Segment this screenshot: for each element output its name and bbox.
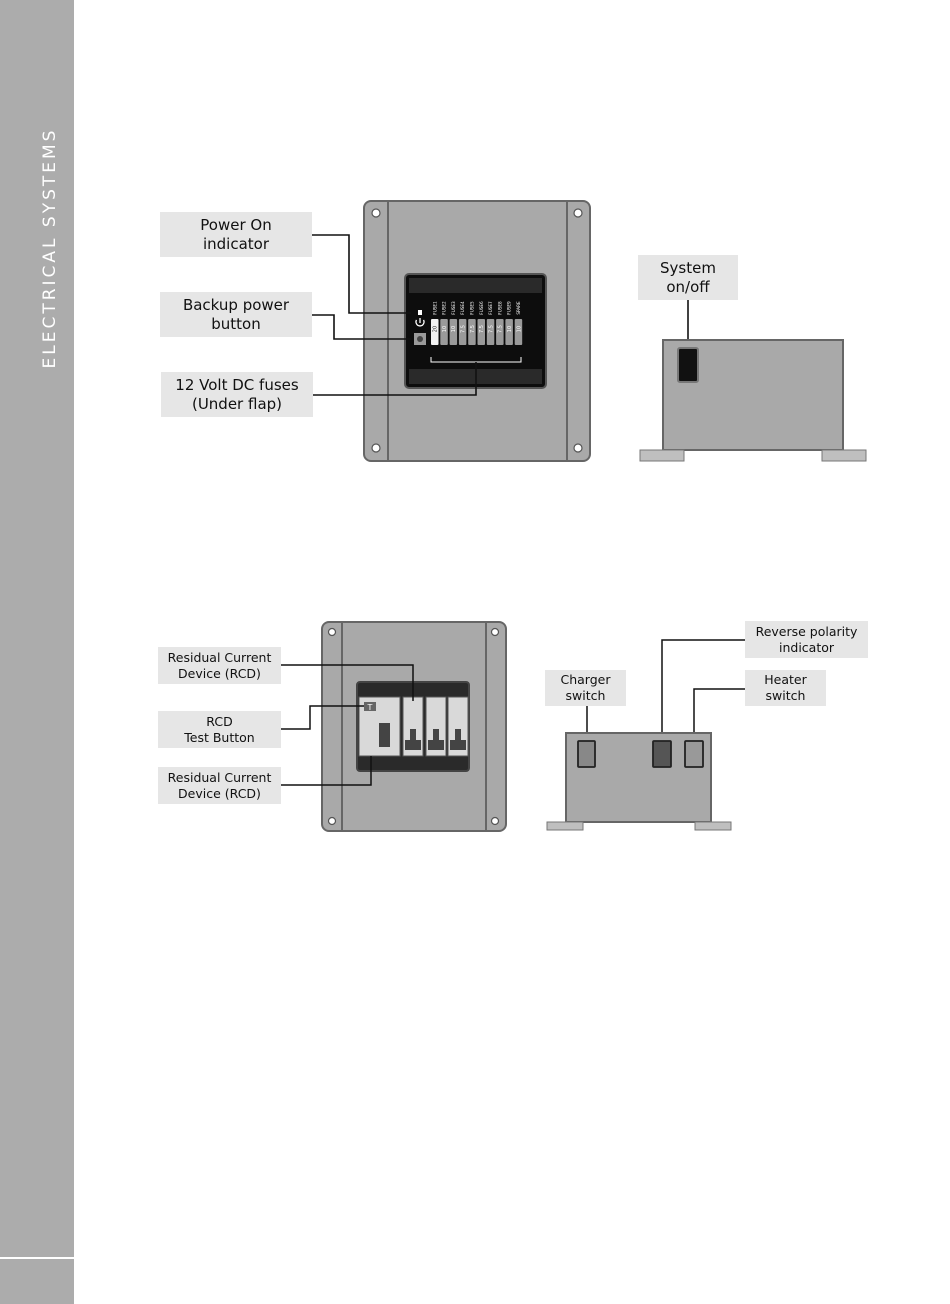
fuse-name: SPARE — [515, 301, 521, 315]
fuse-rating: 7.5 — [460, 325, 467, 333]
fuse-rating: 7.5 — [497, 325, 504, 333]
screw-icon — [574, 209, 582, 217]
screw-icon — [372, 209, 380, 217]
fuse-name: FUSE2 — [441, 301, 447, 315]
fuse-name: FUSE1 — [432, 301, 438, 315]
screw-icon — [329, 818, 336, 825]
charger-unit — [547, 733, 731, 830]
breaker-1 — [403, 697, 423, 756]
label-heater-switch: Heater switch — [745, 670, 826, 706]
breaker-3 — [448, 697, 468, 756]
fuse-name: FUSE6 — [478, 301, 484, 315]
reverse-polarity-indicator — [653, 741, 671, 767]
fuse-name: FUSE4 — [460, 301, 466, 315]
fuse-rating: 7.5 — [469, 325, 476, 333]
screw-icon — [492, 818, 499, 825]
label-dc-fuses: 12 Volt DC fuses (Under flap) — [161, 372, 313, 417]
fuse-name: FUSE8 — [497, 301, 503, 315]
fuse-name: FUSE5 — [469, 301, 475, 315]
label-backup-power-button: Backup power button — [160, 292, 312, 337]
breaker-2 — [426, 697, 446, 756]
fuse-rating: 10 — [441, 325, 448, 333]
system-unit — [640, 340, 866, 461]
fuse-name: FUSE3 — [450, 301, 456, 315]
system-switch — [678, 348, 698, 382]
heater-switch — [685, 741, 703, 767]
fuse-rating: 10 — [516, 325, 523, 333]
charger-switch — [578, 741, 595, 767]
fuse-name: FUSE7 — [488, 301, 494, 315]
power-panel — [364, 201, 590, 461]
screw-icon — [329, 629, 336, 636]
label-rcd-bottom: Residual Current Device (RCD) — [158, 767, 281, 804]
screw-icon — [574, 444, 582, 452]
label-charger-switch: Charger switch — [545, 670, 626, 706]
label-rcd-top: Residual Current Device (RCD) — [158, 647, 281, 684]
fuse-rating: 20 — [432, 325, 439, 333]
fuse-rating: 7.5 — [479, 325, 486, 333]
label-power-on-indicator: Power On indicator — [160, 212, 312, 257]
label-system-on-off: System on/off — [638, 255, 738, 300]
label-rcd-test-button: RCD Test Button — [158, 711, 281, 748]
rcd-panel — [322, 622, 506, 831]
fuse-rating: 7.5 — [488, 325, 495, 333]
sidebar-title: ELECTRICAL SYSTEMS — [40, 127, 60, 369]
screw-icon — [492, 629, 499, 636]
test-button-letter: T — [367, 703, 373, 712]
fuse-rating: 10 — [451, 325, 458, 333]
label-reverse-polarity-indicator: Reverse polarity indicator — [745, 621, 868, 658]
fuse-name: FUSE9 — [506, 301, 512, 315]
screw-icon — [372, 444, 380, 452]
fuse-rating: 10 — [506, 325, 513, 333]
